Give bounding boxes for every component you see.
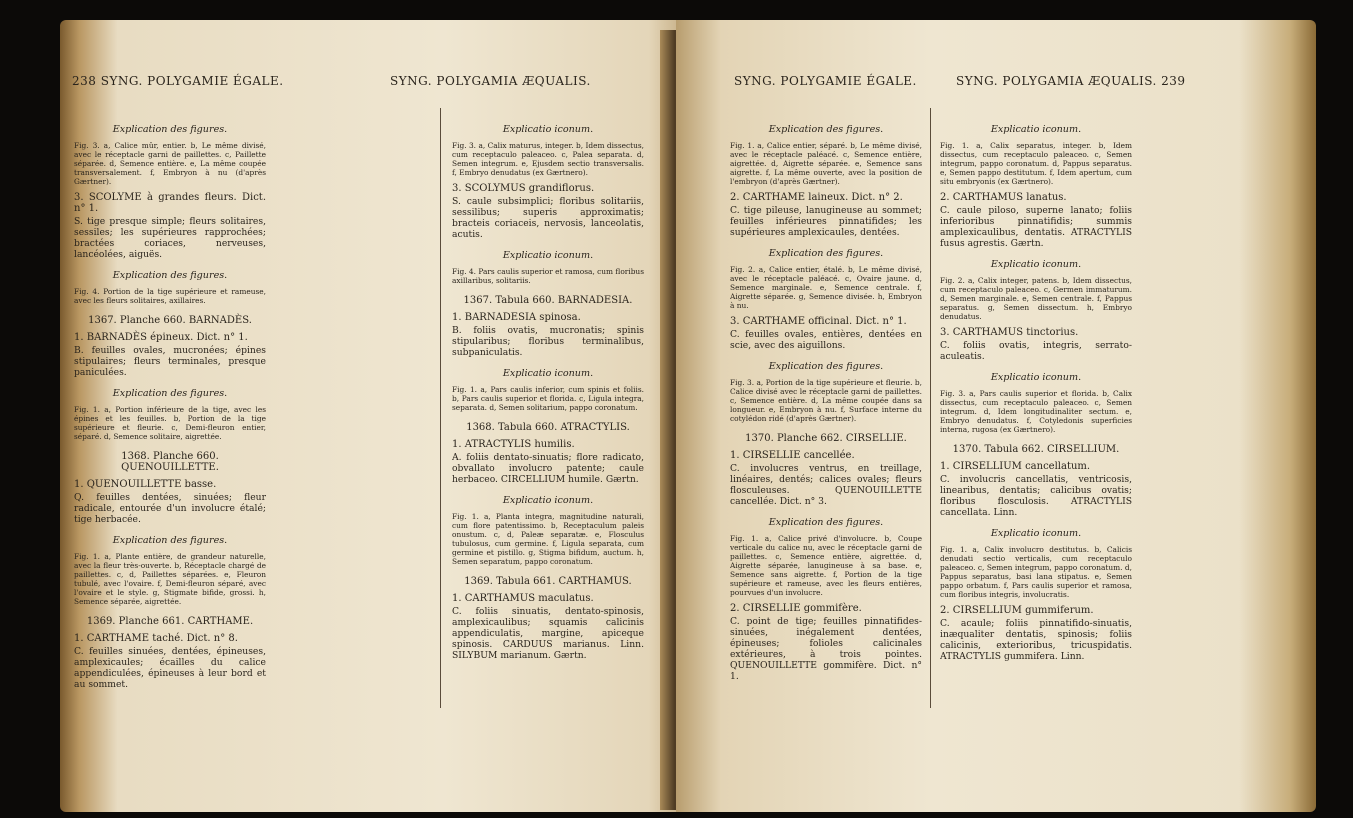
right-page [676,20,1316,812]
species-description: B. foliis ovatis, mucronatis; spinis stipularibus; floribus terminalibus, subpaniculatis. [452,325,644,358]
species-name: 1. BARNADÈS épineux. Dict. n° 1. [74,332,248,343]
species-description: A. foliis dentato-sinuatis; flore radicato, obvallato involucro patente; caule herbaceo. CIRCELLIUM humile. Gærtn. [452,452,644,485]
figure-caption: Fig. 1. a, Planta integra, magnitudine naturali, cum flore patentissimo. b, Receptaculum paleis onustum. c, d, Paleæ separatæ. e, Flosculus tubulosus, cum germine. f, Ligula separata, cum germine et pistillo. g, Stigma bifidum, auctum. h, Semen separatum, pappo coronatum. [452,512,644,566]
figure-caption: Fig. 2. a, Calix integer, patens. b, Idem dissectus, cum receptaculo paleaceo. c, Germen immaturum. d, Semen marginale. e, Semen centrale. f, Pappus separatus. g, Semen dissectum. h, Embryo denudatus. [940,276,1132,321]
plate-heading: 1368. Tabula 660. ATRACTYLIS. [466,422,630,433]
species-description: C. feuilles sinuées, dentées, épineuses, amplexicaules; écailles du calice appendiculées, épineuses à leur bord et au sommet. [74,646,266,690]
species-name: 1. QUENOUILLETTE basse. [74,479,217,490]
plate-heading: 1367. Tabula 660. BARNADESIA. [463,295,633,306]
species-name: 1. CARTHAMUS maculatus. [452,593,594,604]
column-left-latin [452,114,644,794]
explication-heading: Explicatio iconum. [990,528,1082,539]
figure-caption: Fig. 1. a, Calix involucro destitutus. b, Calicis denudati sectio verticalis, cum receptaculo paleaceo. c, Semen integrum, pappo coronatum. d, Pappus separatus, basi lana stipatus. e, Semen pappo orbatum. f, Pars caulis superior et ramosa, cum floribus integris, involucratis. [940,545,1132,599]
species-entry [452,593,644,661]
species-entry [452,183,644,240]
species-description: C. point de tige; feuilles pinnatifides-sinuées, inégalement dentées, épineuses; folioles calicinales extérieures, à trois pointes. QUENOUILLETTE gommifère. Dict. n° 1. [730,616,922,682]
explication-heading: Explicatio iconum. [990,259,1082,270]
species-entry [940,327,1132,362]
species-name: 3. SCOLYMUS grandiflorus. [452,183,595,194]
species-name: 2. CIRSELLIUM gummiferum. [940,605,1094,616]
figure-caption: Fig. 1. a, Calix separatus, integer. b, Idem dissectus, cum receptaculo paleaceo. c, Semen integrum, pappo coronatum. d, Pappus separatus. e, Semen pappo destitutum. f, Idem apertum, cum situ embryonis (ex Gærtnero). [940,141,1132,186]
species-description: Q. feuilles dentées, sinuées; fleur radicale, entourée d'un involucre étalé; tige herbacée. [74,492,266,525]
species-name: 3. CARTHAME officinal. Dict. n° 1. [730,316,907,327]
explication-heading: Explication des figures. [112,388,228,399]
species-name: 1. ATRACTYLIS humilis. [452,439,575,450]
figure-caption: Fig. 3. a, Calix maturus, integer. b, Idem dissectus, cum receptaculo paleaceo. c, Palea separata. d, Semen integrum. e, Ejusdem sectio transversalis. f, Embryo denudatus (ex Gærtnero). [452,141,644,177]
explication-heading: Explicatio iconum. [502,124,594,135]
plate-heading: 1370. Planche 662. CIRSELLIE. [745,433,907,444]
figure-caption: Fig. 1. a, Plante entière, de grandeur naturelle, avec la fleur très-ouverte. b, Réceptacle chargé de paillettes. c, d, Paillettes séparées. e, Fleuron tubulé, avec l'ovaire. f, Demi-fleuron séparé, avec l'ovaire et le style. g, Stigmate bifide, grossi. h, Semence séparée, aigrettée. [74,552,266,606]
plate-heading: 1369. Planche 661. CARTHAME. [86,616,254,627]
species-entry [940,605,1132,662]
plate-heading: 1370. Tabula 662. CIRSELLIUM. [952,444,1120,455]
species-description: C. tige pileuse, lanugineuse au sommet; feuilles inférieures pinnatifides; les supérieures amplexicaules, dentées. [730,205,922,238]
species-description: C. involucres ventrus, en treillage, linéaires, dentés; calices ovales; fleurs flosculeuses. QUENOUILLETTE cancellée. Dict. n° 3. [730,463,922,507]
explication-heading: Explicatio iconum. [502,368,594,379]
explication-heading: Explication des figures. [112,535,228,546]
species-description: C. caule piloso, superne lanato; foliis inferioribus pinnatifidis; summis amplexicaulibus, dentatis. ATRACTYLIS fusus agrestis. Gærtn. [940,205,1132,249]
species-description: B. feuilles ovales, mucronées; épines stipulaires; fleurs terminales, presque paniculées. [74,345,266,378]
species-entry [730,316,922,351]
species-name: 1. CARTHAME taché. Dict. n° 8. [74,633,238,644]
species-entry [730,450,922,507]
explication-heading: Explication des figures. [112,124,228,135]
plate-heading: 1368. Planche 660. QUENOUILLETTE. [121,451,219,473]
species-entry [74,479,266,525]
species-description: C. foliis ovatis, integris, serrato-aculeatis. [940,340,1132,362]
explication-heading: Explication des figures. [768,517,884,528]
column-left-french [74,114,266,794]
running-head-left-french: 238 SYNG. POLYGAMIE ÉGALE. [72,74,284,88]
figure-caption: Fig. 1. a, Calice privé d'involucre. b, Coupe verticale du calice nu, avec le réceptacle garni de paillettes. c, Semence entière, aigrettée. d, Aigrette séparée, lanugineuse à sa base. e, Semence sans aigrette. f, Portion de la tige supérieure et rameuse, avec les fleurs entières, pourvues d'un involucre. [730,534,922,597]
column-divider [930,108,931,708]
explication-heading: Explicatio iconum. [502,495,594,506]
species-entry [730,603,922,682]
running-head-right-latin: SYNG. POLYGAMIA ÆQUALIS. 239 [956,74,1186,88]
species-description: S. tige presque simple; fleurs solitaires, sessiles; les supérieures rapprochées; bractées coriaces, nerveuses, lancéolées, aiguës. [74,216,266,260]
explication-heading: Explication des figures. [768,361,884,372]
species-entry [74,192,266,260]
figure-caption: Fig. 4. Portion de la tige supérieure et rameuse, avec les fleurs solitaires, axillaires. [74,287,266,305]
explication-heading: Explicatio iconum. [990,124,1082,135]
species-name: 2. CARTHAME laineux. Dict. n° 2. [730,192,903,203]
species-name: 1. BARNADESIA spinosa. [452,312,581,323]
left-page [60,20,700,812]
figure-caption: Fig. 3. a, Portion de la tige supérieure et fleurie. b, Calice divisé avec le réceptacle garni de paillettes. c, Semence entière. d, La même coupée dans sa longueur. e, Embryon à nu. f, Surface interne du cotylédon ridé (d'après Gærtner). [730,378,922,423]
explication-heading: Explication des figures. [768,124,884,135]
species-description: C. acaule; foliis pinnatifido-sinuatis, inæqualiter dentatis, spinosis; foliis calicinis, exterioribus, tricuspidatis. ATRACTYLIS gummifera. Linn. [940,618,1132,662]
figure-caption: Fig. 3. a, Calice mûr, entier. b, Le même divisé, avec le réceptacle garni de paillettes. c, Paillette séparée. d, Semence entière. e, La même coupée transversalement. f, Embryon à nu (d'après Gærtner). [74,141,266,186]
species-description: C. feuilles ovales, entières, dentées en scie, avec des aiguillons. [730,329,922,351]
figure-caption: Fig. 3. a, Pars caulis superior et florida. b, Calix dissectus, cum receptaculo paleaceo. c, Semen integrum. d, Idem longitudinaliter sectum. e, Embryo denudatus. f, Cotyledonis superficies interna, rugosa (ex Gærtnero). [940,389,1132,434]
species-name: 3. CARTHAMUS tinctorius. [940,327,1079,338]
species-entry [452,439,644,485]
species-entry [730,192,922,238]
plate-heading: 1367. Planche 660. BARNADÈS. [88,315,252,326]
column-divider [440,108,441,708]
figure-caption: Fig. 1. a, Pars caulis inferior, cum spinis et foliis. b, Pars caulis superior et florida. c, Ligula integra, separata. d, Semen solitarium, pappo coronatum. [452,385,644,412]
species-name: 3. SCOLYME à grandes fleurs. Dict. n° 1. [74,192,266,214]
column-right-latin [940,114,1132,794]
running-head-right-french: SYNG. POLYGAMIE ÉGALE. [734,74,917,88]
species-entry [940,461,1132,518]
figure-caption: Fig. 1. a, Calice entier, séparé. b, Le même divisé, avec le réceptacle paléacé. c, Semence entière, aigrettée. d, Aigrette séparée. e, Semence sans aigrette. f, La même ouverte, avec la position de l'embryon (d'après Gærtner). [730,141,922,186]
species-entry [74,633,266,690]
figure-caption: Fig. 1. a, Portion inférieure de la tige, avec les épines et les feuilles. b, Portion de la tige supérieure et fleurie. c, Demi-fleuron entier, séparé. d, Semence solitaire, aigrettée. [74,405,266,441]
species-description: C. foliis sinuatis, dentato-spinosis, amplexicaulibus; squamis calicinis appendiculatis, margine, apiceque spinosis. CARDUUS marianus. Linn. SILYBUM marianum. Gærtn. [452,606,644,661]
species-entry [940,192,1132,249]
species-description: C. involucris cancellatis, ventricosis, linearibus, dentatis; calicibus ovatis; floribus flosculosis. ATRACTYLIS cancellata. Linn. [940,474,1132,518]
explication-heading: Explication des figures. [768,248,884,259]
species-name: 1. CIRSELLIE cancellée. [730,450,855,461]
explication-heading: Explicatio iconum. [502,250,594,261]
species-description: S. caule subsimplici; floribus solitariis, sessilibus; superis approximatis; bracteis coriaceis, nervosis, lanceolatis, acutis. [452,196,644,240]
species-name: 2. CARTHAMUS lanatus. [940,192,1067,203]
species-entry [452,312,644,358]
running-head-left-latin: SYNG. POLYGAMIA ÆQUALIS. [390,74,591,88]
species-name: 2. CIRSELLIE gommifère. [730,603,862,614]
species-entry [74,332,266,378]
explication-heading: Explication des figures. [112,270,228,281]
species-name: 1. CIRSELLIUM cancellatum. [940,461,1091,472]
plate-heading: 1369. Tabula 661. CARTHAMUS. [464,576,632,587]
figure-caption: Fig. 4. Pars caulis superior et ramosa, cum floribus axillaribus, solitariis. [452,267,644,285]
figure-caption: Fig. 2. a, Calice entier, étalé. b, Le même divisé, avec le réceptacle paléacé. c, Ovaire jaune. d, Semence marginale. e, Semence centrale. f, Aigrette séparée. g, Semence divisée. h, Embryon à nu. [730,265,922,310]
column-right-french [730,114,922,794]
explication-heading: Explicatio iconum. [990,372,1082,383]
